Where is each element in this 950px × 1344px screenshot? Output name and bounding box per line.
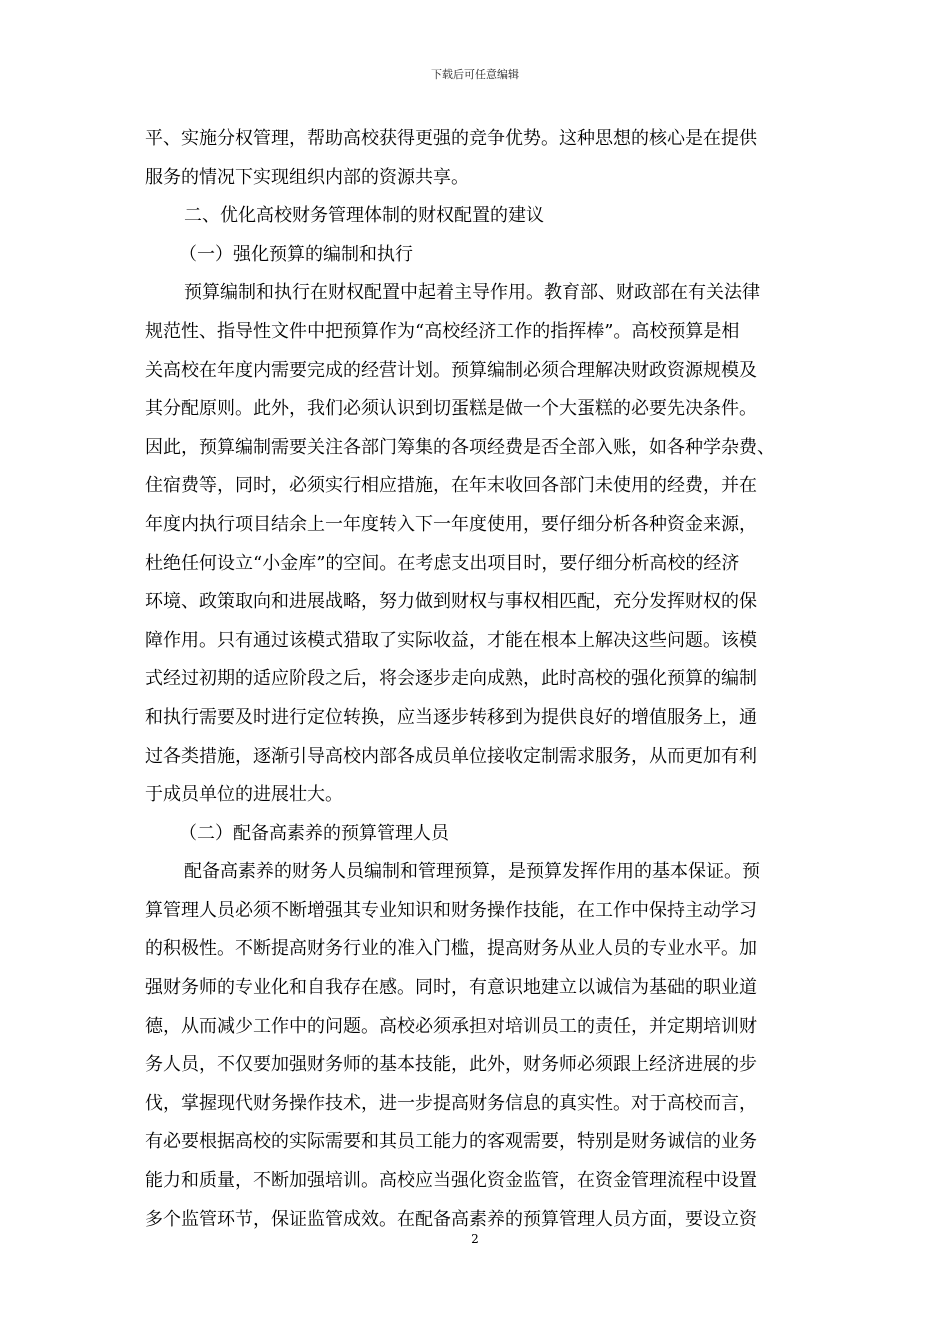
body-line: 关高校在年度内需要完成的经营计划。预算编制必须合理解决财政资源规模及 [145, 359, 757, 381]
body-line: 服务的情况下实现组织内部的资源共享。 [145, 166, 469, 188]
body-line: 杜绝任何设立“小金库”的空间。在考虑支出项目时，要仔细分析高校的经济 [145, 552, 740, 574]
body-line: 伐，掌握现代财务操作技术，进一步提高财务信息的真实性。对于高校而言， [145, 1092, 757, 1114]
body-line: 和执行需要及时进行定位转换，应当逐步转移到为提供良好的增值服务上，通 [145, 706, 757, 728]
body-line: 于成员单位的进展壮大。 [145, 784, 343, 806]
body-line: 规范性、指导性文件中把预算作为“高校经济工作的指挥棒”。高校预算是相 [145, 320, 740, 342]
subsection-heading: （一）强化预算的编制和执行 [179, 243, 413, 265]
document-body [145, 120, 805, 1239]
body-line: 的积极性。不断提高财务行业的准入门槛，提高财务从业人员的专业水平。加 [145, 938, 757, 960]
body-line: 住宿费等，同时，必须实行相应措施，在年末收回各部门未使用的经费，并在 [145, 475, 757, 497]
body-line: 式经过初期的适应阶段之后，将会逐步走向成熟，此时高校的强化预算的编制 [145, 668, 757, 690]
section-heading: 二、优化高校财务管理体制的财权配置的建议 [184, 205, 544, 227]
body-line: 多个监管环节，保证监管成效。在配备高素养的预算管理人员方面，要设立资 [145, 1208, 757, 1230]
paragraph-start: 配备高素养的财务人员编制和管理预算，是预算发挥作用的基本保证。预 [184, 861, 760, 883]
page-number: 2 [471, 1232, 479, 1246]
body-line: 能力和质量，不断加强培训。高校应当强化资金监管，在资金管理流程中设置 [145, 1170, 757, 1192]
body-line: 务人员，不仅要加强财务师的基本技能，此外，财务师必须跟上经济进展的步 [145, 1054, 757, 1076]
body-line: 平、实施分权管理，帮助高校获得更强的竞争优势。这种思想的核心是在提供 [145, 128, 757, 149]
body-line: 强财务师的专业化和自我存在感。同时，有意识地建立以诚信为基础的职业道 [145, 977, 757, 999]
body-line: 德，从而减少工作中的问题。高校必须承担对培训员工的责任，并定期培训财 [145, 1015, 757, 1037]
page-header: 下载后可任意编辑 [431, 68, 519, 81]
body-line: 算管理人员必须不断增强其专业知识和财务操作技能，在工作中保持主动学习 [145, 899, 757, 921]
subsection-heading: （二）配备高素养的预算管理人员 [179, 822, 449, 844]
body-line: 其分配原则。此外，我们必须认识到切蛋糕是做一个大蛋糕的必要先决条件。 [145, 398, 757, 420]
body-line: 过各类措施，逐渐引导高校内部各成员单位接收定制需求服务，从而更加有利 [145, 745, 757, 767]
body-line: 障作用。只有通过该模式猎取了实际收益，才能在根本上解决这些问题。该模 [145, 629, 757, 651]
body-line: 年度内执行项目结余上一年度转入下一年度使用，要仔细分析各种资金来源， [145, 513, 757, 535]
body-line: 因此，预算编制需要关注各部门筹集的各项经费是否全部入账，如各种学杂费、 [145, 436, 775, 458]
body-line: 环境、政策取向和进展战略，努力做到财权与事权相匹配，充分发挥财权的保 [145, 591, 757, 613]
paragraph-start: 预算编制和执行在财权配置中起着主导作用。教育部、财政部在有关法律 [184, 282, 760, 304]
body-line: 有必要根据高校的实际需要和其员工能力的客观需要，特别是财务诚信的业务 [145, 1131, 757, 1153]
